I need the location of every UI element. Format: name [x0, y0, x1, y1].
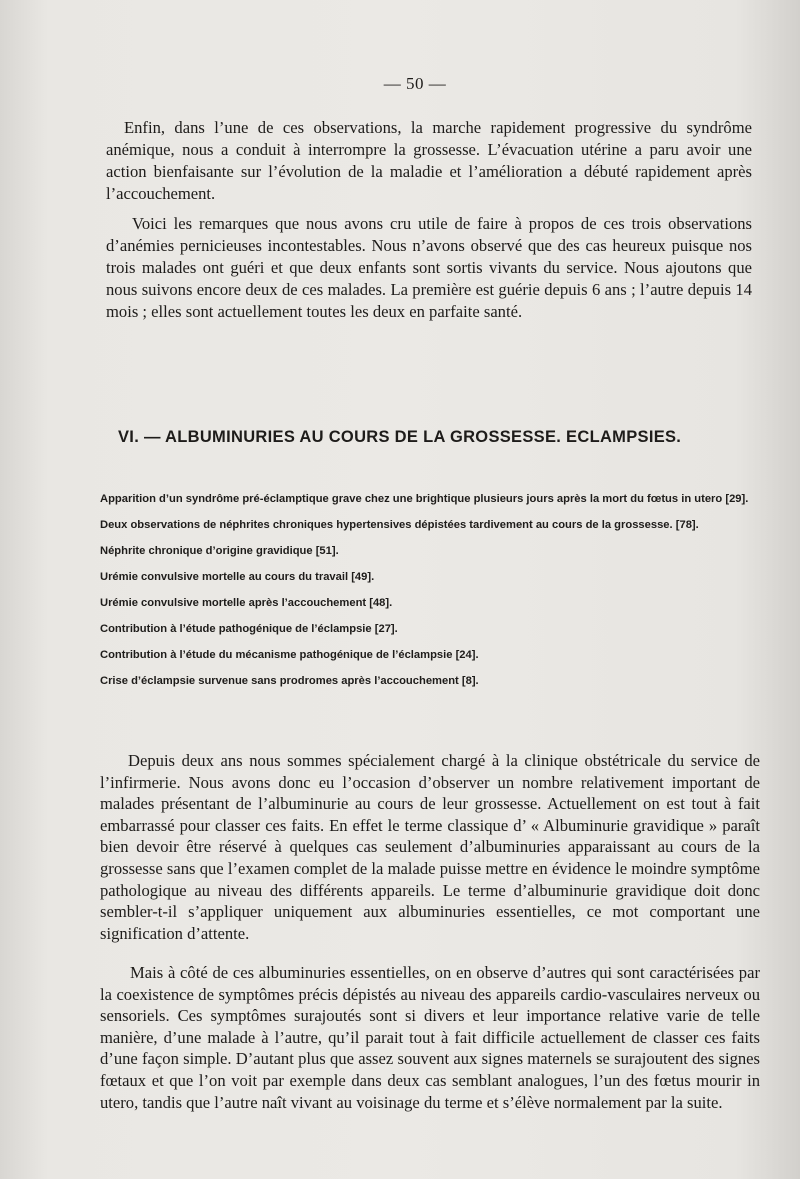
reference-item: Contribution à l’étude pathogénique de l’éclampsie [27].	[100, 623, 398, 635]
reference-item: Urémie convulsive mortelle après l’accouchement [48].	[100, 597, 393, 609]
paragraph-remarks: Voici les remarques que nous avons cru utile de faire à propos de ces trois observations d’anémies pernicieuses incontestables. Nous n’avons observé que des cas heureux puisque nos trois malades ont guéri et que deux enfants sont sortis vivants du service. Nous ajoutons que nous suivons encore deux de ces malades. La première est guérie depuis 6 ans ; l’autre depuis 14 mois ; elles sont actuellement toutes les deux en parfaite santé.	[106, 214, 752, 321]
paragraph-depuis: Depuis deux ans nous sommes spécialement chargé à la clinique obstétricale du service de l’infirmerie. Nous avons donc eu l’occasion d’observer un nombre relativement important de malades présentant de l’albuminurie au cours de leur grossesse. Actuellement on est tout à fait embarrassé pour classer ces faits. En effet le terme classique d’ « Albuminurie gravidique » paraît bien devoir être réservé à quelques cas seulement d’albuminuries apparaissant au cours de la grossesse sans que l’examen complet de la malade puisse mettre en évidence le moindre symptôme pathologique au niveau des différents appareils. Le terme d’albuminurie gravidique doit donc sembler-t-il s’appliquer uniquement aux albuminuries essentielles, ce mot comportant une signification d’attente.	[100, 751, 760, 943]
reference-item: Apparition d’un syndrôme pré-éclamptique grave chez une brightique plusieurs jours après la mort du fœtus in utero [29].	[100, 493, 749, 505]
paragraph-mais: Mais à côté de ces albuminuries essentielles, on en observe d’autres qui sont caractérisées par la coexistence de symptômes précis dépistés au niveau des appareils cardio-vasculaires nerveux ou sensoriels. Ces symptômes surajoutés sont si divers et leur importance relative varie de telle manière, d’une malade à l’autre, qu’il parait tout à fait difficile actuellement de classer ces faits d’une façon simple. D’autant plus que assez souvent aux signes maternels se surajoutent des signes fœtaux et que l’on voit par exemple dans deux cas semblant analogues, l’un des fœtus mourir in utero, tandis que l’autre naît vivant au voisinage du terme et s’élève normalement par la suite.	[100, 963, 760, 1112]
reference-item: Néphrite chronique d’origine gravidique [51].	[100, 545, 339, 557]
paragraph-intro: Enfin, dans l’une de ces observations, la marche rapidement progressive du syndrôme anémique, nous a conduit à interrompre la grossesse. L’évacuation utérine a paru avoir une action bienfaisante sur l’évolution de la maladie et l’amélioration a débuté rapidement après l’accouchement.	[106, 118, 752, 203]
section-heading: VI. — ALBUMINURIES AU COURS DE LA GROSSESSE. ECLAMPSIES.	[118, 428, 682, 446]
reference-item: Crise d’éclampsie survenue sans prodromes après l’accouchement [8].	[100, 675, 479, 687]
page-number: — 50 —	[383, 74, 447, 93]
reference-item: Contribution à l’étude du mécanisme pathogénique de l’éclampsie [24].	[100, 649, 479, 661]
reference-item: Deux observations de néphrites chroniques hypertensives dépistées tardivement au cours de la grossesse. [78].	[100, 519, 699, 531]
reference-item: Urémie convulsive mortelle au cours du travail [49].	[100, 571, 375, 583]
reference-list	[100, 492, 760, 700]
